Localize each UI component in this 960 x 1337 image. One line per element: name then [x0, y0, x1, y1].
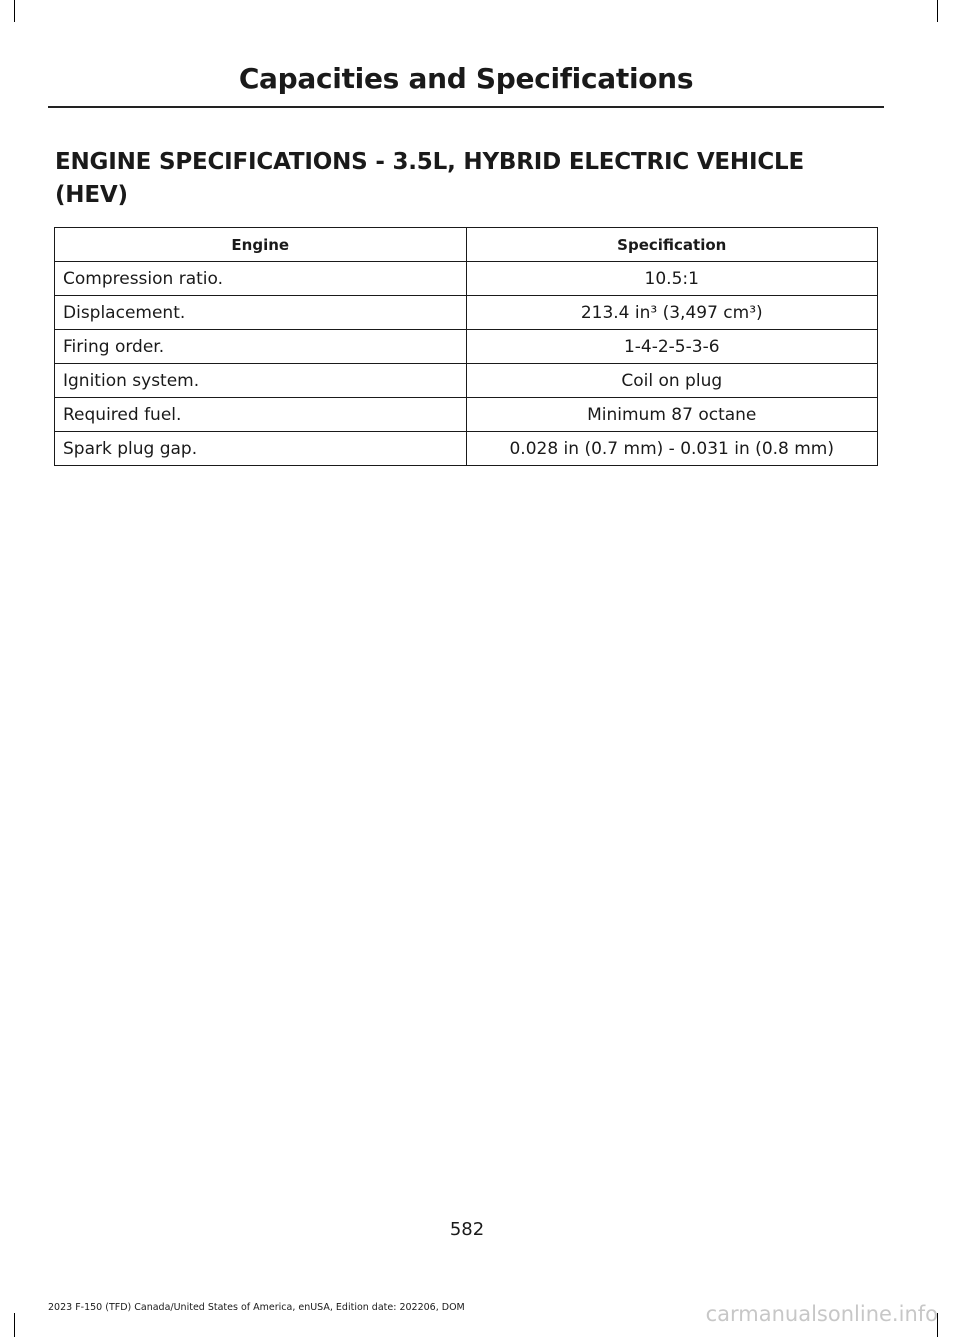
- engine-cell: Required fuel.: [55, 398, 467, 432]
- column-header-specification: Specification: [466, 228, 878, 262]
- table-row: [55, 364, 878, 398]
- engine-cell: Ignition system.: [55, 364, 467, 398]
- page-number: 582: [449, 1219, 485, 1240]
- table-row: [55, 262, 878, 296]
- engine-cell: Spark plug gap.: [55, 432, 467, 466]
- spec-cell: 10.5:1: [466, 262, 878, 296]
- section-heading-line2: (HEV): [55, 182, 128, 208]
- engine-spec-table: [54, 227, 878, 466]
- table-row: [55, 398, 878, 432]
- table-row: [55, 432, 878, 466]
- watermark: carmanualsonline.info: [705, 1302, 938, 1326]
- spec-cell: 1-4-2-5-3-6: [466, 330, 878, 364]
- page-header-title: Capacities and Specifications: [238, 62, 694, 95]
- engine-cell: Firing order.: [55, 330, 467, 364]
- spec-cell: 213.4 in³ (3,497 cm³): [466, 296, 878, 330]
- header-divider: [48, 106, 884, 108]
- table-row: [55, 296, 878, 330]
- edition-footer: 2023 F-150 (TFD) Canada/United States of America, enUSA, Edition date: 202206, DOM: [48, 1302, 465, 1313]
- column-header-engine: Engine: [55, 228, 467, 262]
- spec-cell: Coil on plug: [466, 364, 878, 398]
- section-heading: [55, 146, 875, 212]
- engine-cell: Displacement.: [55, 296, 467, 330]
- crop-mark-top-right: [937, 0, 938, 22]
- spec-cell: Minimum 87 octane: [466, 398, 878, 432]
- section-heading-line1: ENGINE SPECIFICATIONS - 3.5L, HYBRID ELECTRIC VEHICLE: [55, 149, 804, 175]
- engine-cell: Compression ratio.: [55, 262, 467, 296]
- spec-cell: 0.028 in (0.7 mm) - 0.031 in (0.8 mm): [466, 432, 878, 466]
- crop-mark-bottom-left: [14, 1313, 15, 1337]
- table-row: [55, 330, 878, 364]
- crop-mark-top-left: [14, 0, 15, 22]
- table-header-row: [55, 228, 878, 262]
